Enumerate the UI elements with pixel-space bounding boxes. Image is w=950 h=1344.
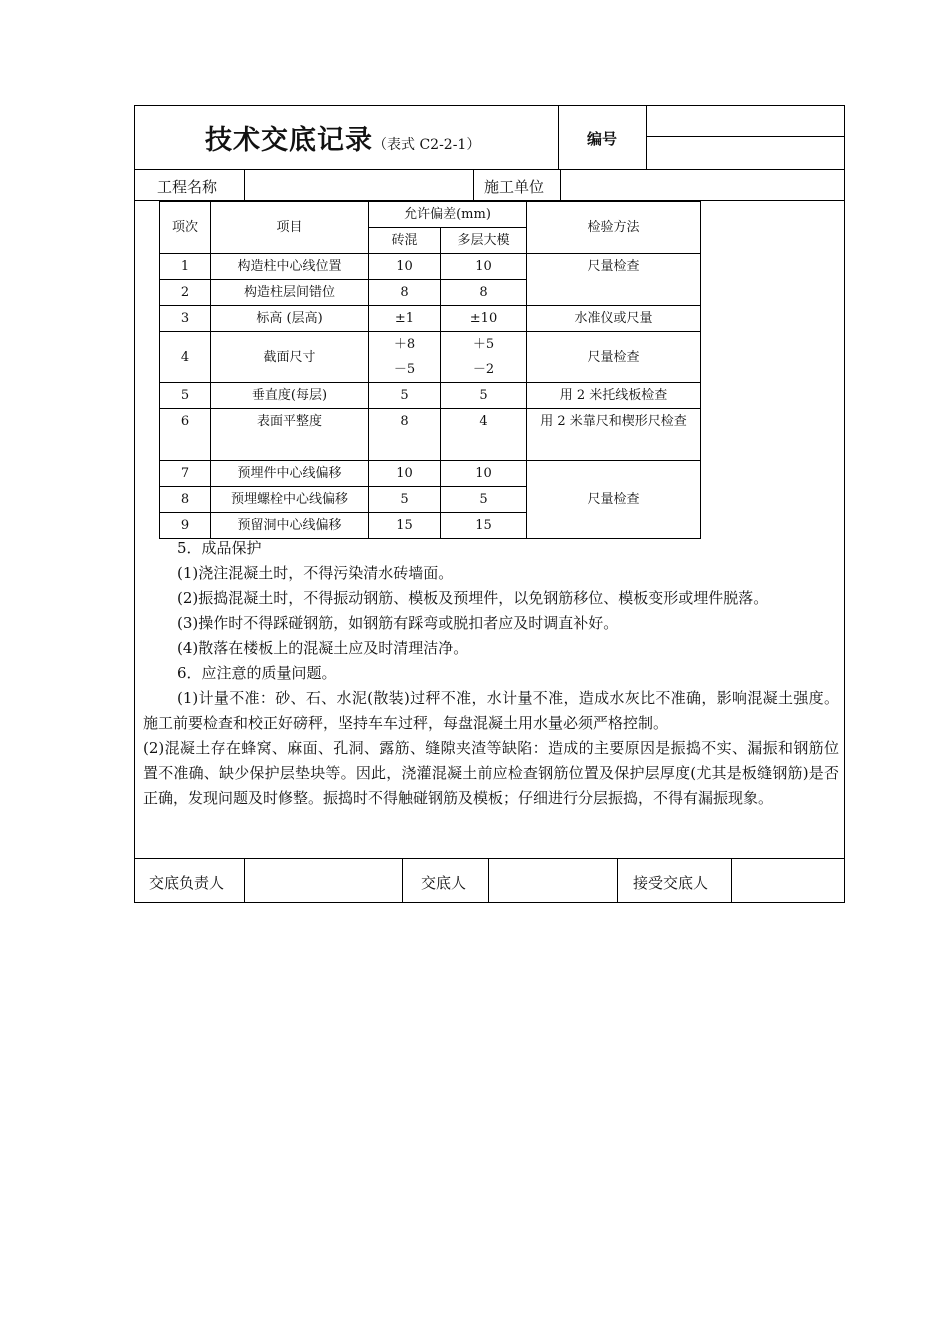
row-item: 预埋螺栓中心线偏移	[211, 487, 369, 513]
header-brick: 砖混	[369, 228, 441, 254]
row-item: 预留洞中心线偏移	[211, 513, 369, 539]
row-brick: ±1	[369, 306, 441, 332]
row-no: 1	[160, 254, 211, 280]
footer-divider-1	[244, 858, 245, 903]
row-brick: 8	[369, 409, 441, 461]
row-multi: 10	[441, 461, 527, 487]
row-item: 构造柱层间错位	[211, 280, 369, 306]
row-multi-upper: ＋5	[472, 337, 495, 352]
project-divider-2	[473, 169, 474, 200]
row-multi	[441, 332, 527, 383]
header-index: 项次	[160, 202, 211, 254]
row-no: 8	[160, 487, 211, 513]
row-method: 尺量检查	[527, 254, 701, 306]
row-brick-lower: －5	[393, 362, 416, 377]
paragraph: (2)混凝土存在蜂窝、麻面、孔洞、露筋、缝隙夹渣等缺陷：造成的主要原因是振捣不实、漏振和钢筋位置不准确、缺少保护层垫块等。因此，浇灌混凝土前应检查钢筋位置及保护层厚度(尤其是板缝钢筋)是否正确，发现问题及时修整。振捣时不得触碰钢筋及模板；仔细进行分层振捣，不得有漏振现象。	[143, 739, 839, 807]
header-item: 项目	[211, 202, 369, 254]
row-multi-lower: －2	[472, 362, 495, 377]
row-multi: 4	[441, 409, 527, 461]
row-no: 9	[160, 513, 211, 539]
row-no: 6	[160, 409, 211, 461]
project-name-label: 工程名称	[157, 178, 218, 196]
row-method: 用 2 米靠尺和楔形尺检查	[527, 409, 701, 461]
row-item: 垂直度(每层)	[211, 383, 369, 409]
row-no: 4	[160, 332, 211, 383]
paragraph: (4)散落在楼板上的混凝土应及时清理洁净。	[177, 639, 469, 657]
table-row	[160, 461, 701, 487]
discloser-label: 交底人	[421, 874, 467, 892]
row-no: 7	[160, 461, 211, 487]
footer-divider-3	[488, 858, 489, 903]
construction-unit-label: 施工单位	[484, 178, 545, 196]
number-label: 编号	[587, 130, 618, 148]
table-header-row	[160, 202, 701, 228]
section-5-heading: 5．成品保护	[177, 539, 262, 557]
project-divider-3	[560, 169, 561, 200]
section-6-heading: 6．应注意的质量问题。	[177, 664, 337, 682]
row-method: 水准仪或尺量	[527, 306, 701, 332]
form-title-main: 技术交底记录	[205, 125, 373, 156]
footer-divider-5	[731, 858, 732, 903]
table-row	[160, 409, 701, 461]
header-method: 检验方法	[527, 202, 701, 254]
row-brick-upper: ＋8	[393, 337, 416, 352]
row-no: 3	[160, 306, 211, 332]
table-row	[160, 383, 701, 409]
form-title	[205, 118, 480, 157]
row-brick: 5	[369, 383, 441, 409]
row-method: 用 2 米托线板检查	[527, 383, 701, 409]
table-row	[160, 254, 701, 280]
number-divider	[646, 105, 647, 169]
row-brick	[369, 332, 441, 383]
header-bottom-line	[134, 169, 845, 170]
footer-top-line	[134, 858, 845, 859]
row-multi: 5	[441, 487, 527, 513]
project-divider-1	[244, 169, 245, 200]
row-multi: 15	[441, 513, 527, 539]
footer-divider-2	[402, 858, 403, 903]
header-tolerance: 允许偏差(mm)	[369, 202, 527, 228]
paragraph: (1)浇注混凝土时，不得污染清水砖墙面。	[177, 564, 454, 582]
header-divider	[558, 105, 559, 169]
row-method: 尺量检查	[527, 461, 701, 539]
row-brick: 10	[369, 254, 441, 280]
responsible-label: 交底负责人	[149, 874, 225, 892]
row-brick: 15	[369, 513, 441, 539]
paragraph: (1)计量不准：砂、石、水泥(散装)过秤不准，水计量不准，造成水灰比不准确，影响混凝土强度。施工前要检查和校正好磅秤，坚持车车过秤，每盘混凝土用水量必须严格控制。	[143, 689, 839, 732]
footer-divider-4	[617, 858, 618, 903]
row-multi: 8	[441, 280, 527, 306]
disclosure-content	[143, 536, 839, 811]
table-row	[160, 306, 701, 332]
row-no: 2	[160, 280, 211, 306]
paragraph: (2)振捣混凝土时，不得振动钢筋、模板及预埋件，以免钢筋移位、模板变形或埋件脱落。	[177, 589, 769, 607]
table-row	[160, 332, 701, 383]
row-multi: 10	[441, 254, 527, 280]
number-split-line	[646, 136, 845, 137]
row-item: 标高 (层高)	[211, 306, 369, 332]
row-item: 表面平整度	[211, 409, 369, 461]
row-multi: ±10	[441, 306, 527, 332]
form-code: （表式 C2-2-1）	[373, 137, 481, 153]
row-item: 预埋件中心线偏移	[211, 461, 369, 487]
receiver-label: 接受交底人	[633, 874, 709, 892]
row-item: 构造柱中心线位置	[211, 254, 369, 280]
row-multi: 5	[441, 383, 527, 409]
row-brick: 5	[369, 487, 441, 513]
row-no: 5	[160, 383, 211, 409]
row-item: 截面尺寸	[211, 332, 369, 383]
row-brick: 10	[369, 461, 441, 487]
tolerance-table	[159, 201, 701, 539]
header-multi: 多层大模	[441, 228, 527, 254]
row-method: 尺量检查	[527, 332, 701, 383]
paragraph: (3)操作时不得踩碰钢筋，如钢筋有踩弯或脱扣者应及时调直补好。	[177, 614, 619, 632]
row-brick: 8	[369, 280, 441, 306]
